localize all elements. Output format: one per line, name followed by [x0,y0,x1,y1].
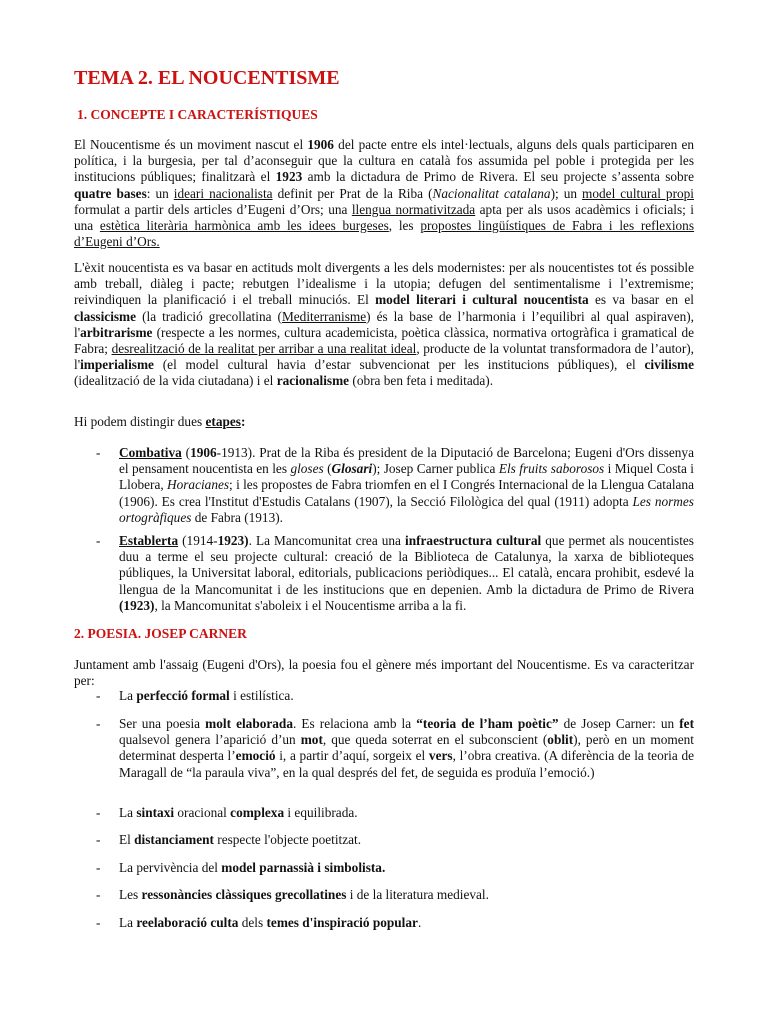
text-run: vers [428,748,453,764]
text-run: arbitrarisme [80,324,153,340]
text-run: 1923 [275,169,303,185]
text-run: distanciament [134,832,214,847]
text-run: amb la dictadura de Primo de Rivera. El seu projecte s’assenta sobre [302,169,695,185]
text-run: (respecte a les normes, cultura academicista, poètica clàssica, normativa ortogràfica i gramatical de Fabra; [74,324,694,357]
bullet-dash: - [96,805,101,820]
text-run: etapes [205,414,241,429]
text-run: 1923) [217,533,249,548]
bullet-dash: - [96,915,101,930]
section-1-paragraph-3 [74,414,694,430]
text-run: temes d'inspiració popular [266,915,418,930]
text-run: . [417,915,422,930]
text-run: quatre bases [74,185,147,201]
text-run: formulat a partir dels articles d’Eugeni d’Ors; una [74,201,352,217]
feature-item-text [119,688,694,704]
text-run: perfecció formal [136,688,230,703]
feature-item-text [119,860,694,876]
text-run: : un [146,185,174,201]
text-run: oblit [547,732,574,748]
text-run: ( [323,461,332,477]
text-run: classicisme [74,308,137,324]
text-run: oracional [174,805,231,820]
text-run: El Noucentisme és un moviment nascut el [74,137,308,152]
text-run: propostes lingüístiques de Fabra i les reflexions d’Eugeni d’Ors. [74,218,694,250]
text-run: desrealització de la realitat per arribar a una realitat ideal [111,341,417,357]
text-run: i Miquel Costa i Llobera, [119,461,694,493]
text-run: Ser una poesia [119,716,206,731]
text-run: ( [181,445,191,460]
text-run: Les [119,887,142,902]
stage-item-combativa [96,445,694,526]
text-run: imperialisme [80,357,154,373]
text-run: (obra ben feta i meditada). [349,373,494,389]
feature-item-text [119,716,694,781]
text-run: del pacte entre els intel·lectuals, alguns dels quals participaren en política, i la burgesia, per tal d’aconseguir que la cultura en català fos assumida pel poble i protegida per les institucions públiques; finalitzarà el [74,137,694,185]
text-run: : [240,414,246,429]
text-run: model cultural propi [582,185,694,201]
bullet-dash: - [96,716,101,731]
text-run: Hi podem distingir dues [74,414,206,429]
text-run: i estilística. [229,688,294,703]
text-run: -1913). Prat de la Riba és president de la Diputació de Barcelona; Eugeni d'Ors dissenya el pensament noucentista en les [119,445,694,477]
text-run: sintaxi [136,805,175,820]
text-run: de Fabra (1913). [191,509,283,525]
text-run: . La Mancomunitat crea una [248,533,405,548]
text-run: Mediterranisme [281,308,367,324]
feature-item [96,887,694,903]
text-run: infraestructura cultural [405,533,542,548]
text-run: El [119,832,135,847]
text-run: ; i les propostes de Fabra triomfen en el I Congrés Internacional de la Llengua Catalana (1906). Es crea l'Institut d'Estudis Catalans (1907), la Secció Filològica del qual (1911) adopta [119,477,694,509]
page-title: TEMA 2. EL NOUCENTISME [74,67,340,89]
text-run: L'èxit noucentista es va basar en actituds molt divergents a les dels modernistes: per als noucentistes tot és possible amb treball, diàleg i pacte; rebutgen l’idealisme i la utopia; defugen del sentimentalisme i l’extremisme; reivindiquen la planificació i el treball minuciós. El [74,260,694,308]
feature-item [96,716,694,781]
stage-item-text [119,445,694,526]
section-1-heading: 1. CONCEPTE I CARACTERÍSTIQUES [77,107,318,122]
text-run: Glosari [331,461,373,477]
feature-item [96,805,694,821]
text-run: civilisme [644,357,694,373]
section-2-heading: 2. POESIA. JOSEP CARNER [74,626,247,641]
text-run: estètica literària harmònica amb les idees burgeses [99,218,389,234]
feature-item [96,832,694,848]
text-run: Horacianes [167,477,230,493]
text-run: es va basar en el [588,292,694,308]
text-run: Les normes ortogràfiques [119,493,694,525]
text-run: , la Mancomunitat s'aboleix i el Noucentisme arriba a la fi. [154,597,467,613]
text-run: La [119,805,137,820]
text-run: complexa [230,805,285,820]
text-run: Juntament amb l'assaig (Eugeni d'Ors), la poesia fou el gènere més important del Noucentisme. Es va caracteritzar per: [74,657,694,689]
text-run: . Es relaciona amb la [292,716,417,731]
text-run: respecte l'objecte poetitzat. [213,832,362,847]
text-run: reelaboració culta [136,915,239,930]
text-run: que permet als noucentistes duu a terme el seu projecte cultural: creació de la Biblioteca de Catalunya, la xarxa de biblioteques públiques, la Universitat laboral, editorials, publicacions periòdiques... El català, encara prohibit, esdevé la llengua de la Mancomunitat i de les institucions que en depenien. Amb la dictadura de Primo de Rivera [119,533,694,597]
text-run: fet [679,716,695,731]
text-run: La [119,688,137,703]
text-run: gloses [290,461,324,477]
text-run: , que queda soterrat en el subconscient ( [322,732,548,748]
text-run: “teoria de l’ham poètic” [416,716,559,731]
text-run: 1906 [190,445,217,460]
text-run: La [119,915,137,930]
bullet-dash: - [96,688,101,703]
feature-item [96,688,694,704]
text-run: model literari i cultural noucentista [375,292,589,308]
text-run: dels [238,915,267,930]
text-run: (1914- [178,533,218,548]
text-run: i equilibrada. [284,805,358,820]
text-run: (la tradició grecollatina ( [136,308,282,324]
feature-item-text [119,887,694,903]
text-run: (el model cultural havia d’estar subvencionat per les institucions públiques), el [153,357,645,373]
text-run: ideari nacionalista [173,185,273,201]
text-run: Nacionalitat catalana [432,185,551,201]
text-run: , producte de la voluntat transformadora de l’autor), l' [74,341,694,373]
text-run: Establerta [119,533,179,548]
bullet-dash: - [96,533,101,548]
bullet-dash: - [96,445,101,460]
stage-item-text [119,533,694,614]
section-2-intro [74,657,694,689]
feature-item [96,915,694,931]
feature-item [96,860,694,876]
text-run: ) és la base de l’harmonia i l’equilibri al qual aspiraven), l' [74,308,694,340]
text-run: , les [388,218,421,234]
section-1-paragraph-1 [74,137,694,250]
text-run: La pervivència del [119,860,222,875]
bullet-dash: - [96,832,101,847]
feature-item-text [119,805,694,821]
text-run: qualsevol genera l’aparició d’un [119,732,301,748]
text-run: i de la literatura medieval. [346,887,489,902]
text-run: mot [300,732,323,748]
text-run: ressonàncies clàssiques grecollatines [141,887,347,902]
text-run: (1923) [119,597,155,613]
text-run: apta per als usos acadèmics i oficials; i una [74,201,694,234]
text-run: i, a partir d’aquí, sorgeix el [275,748,429,764]
text-run: Els fruits saborosos [498,461,605,477]
text-run: molt elaborada [205,716,293,731]
text-run: , l’obra creativa. (A diferència de la teoria de Maragall de “la paraula viva”, en la qual després del fet, de seguida es produïa l’emoció.) [119,748,694,780]
text-run: racionalisme [276,373,350,389]
text-run: Combativa [119,445,182,460]
bullet-dash: - [96,887,101,902]
text-run: ); Josep Carner publica [372,461,499,477]
text-run: de Josep Carner: un [558,716,680,731]
text-run: definit per Prat de la Riba ( [272,185,433,201]
text-run: emoció [235,748,276,764]
text-run: (idealització de la vida ciutadana) i el [74,373,277,389]
text-run: model parnassià i simbolista. [221,860,386,875]
feature-item-text [119,832,694,848]
text-run: llengua normativitzada [351,201,476,217]
stage-item-establerta [96,533,694,614]
text-run: ); un [550,185,583,201]
text-run: 1906 [307,137,334,152]
bullet-dash: - [96,860,101,875]
section-1-paragraph-2 [74,260,694,390]
feature-item-text [119,915,694,931]
text-run: ), però en un moment determinat desperta l’ [119,732,694,764]
